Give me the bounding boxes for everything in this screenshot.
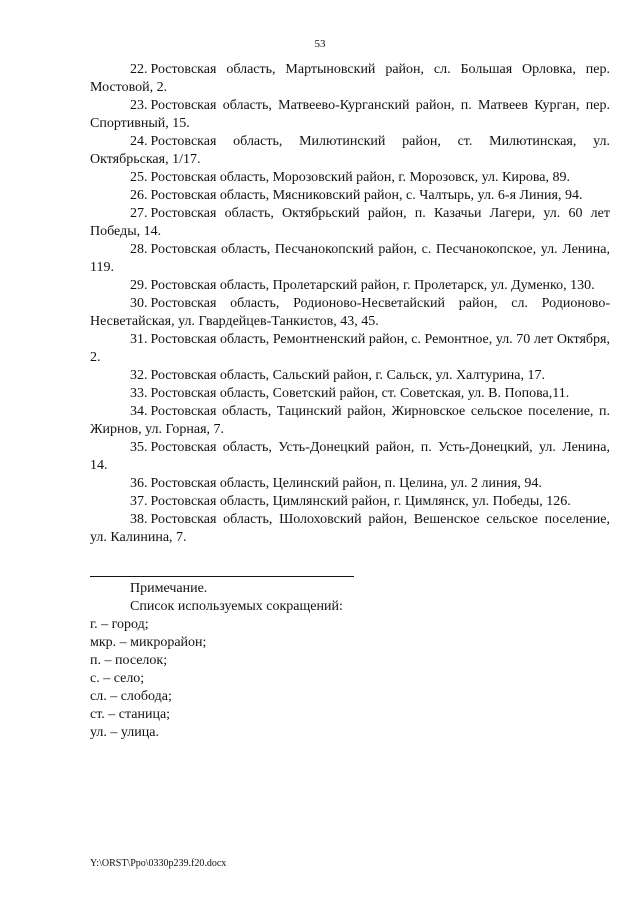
address-entry: [90, 331, 610, 367]
entry-text: Ростовская область, Морозовский район, г. Морозовск, ул. Кирова, 89.: [150, 170, 570, 185]
entry-number: 29.: [130, 278, 148, 293]
file-path-footer: Y:\ORST\Ppo\0330p239.f20.docx: [90, 858, 227, 869]
abbreviation-item: г. – город;: [90, 617, 149, 632]
entry-number: 33.: [130, 386, 148, 401]
entry-number: 28.: [130, 242, 148, 257]
abbreviation-item: сл. – слобода;: [90, 689, 172, 704]
entry-number: 26.: [130, 188, 148, 203]
abbreviation-item: ул. – улица.: [90, 725, 159, 740]
page-number: 53: [314, 38, 326, 50]
entry-text: Ростовская область, Цимлянский район, г. Цимлянск, ул. Победы, 126.: [150, 494, 571, 509]
address-entry: [90, 205, 610, 241]
entry-text: Ростовская область, Песчанокопский район, с. Песчанокопское, ул. Ленина, 119.: [90, 242, 610, 275]
address-entry: [90, 439, 610, 475]
address-entry: [90, 367, 610, 385]
entry-number: 22.: [130, 62, 148, 77]
entry-text: Ростовская область, Милютинский район, ст. Милютинская, ул. Октябрьская, 1/17.: [90, 134, 610, 167]
entry-text: Ростовская область, Мясниковский район, с. Чалтырь, ул. 6-я Линия, 94.: [150, 188, 583, 203]
entry-text: Ростовская область, Ремонтненский район, с. Ремонтное, ул. 70 лет Октября, 2.: [90, 332, 610, 365]
address-entry: [90, 475, 610, 493]
note-subtitle: Список используемых сокращений:: [130, 599, 343, 614]
entry-text: Ростовская область, Тацинский район, Жирновское сельское поселение, п. Жирнов, ул. Горная, 7.: [90, 404, 610, 437]
address-entry: [90, 493, 610, 511]
entry-number: 35.: [130, 440, 148, 455]
footnote-divider: [90, 576, 354, 577]
abbreviation-list: [90, 616, 390, 742]
address-entry: [90, 241, 610, 277]
entry-text: Ростовская область, Шолоховский район, Вешенское сельское поселение, ул. Калинина, 7.: [90, 512, 610, 545]
address-entry: [90, 277, 610, 295]
entry-text: Ростовская область, Октябрьский район, п. Казачьи Лагери, ул. 60 лет Победы, 14.: [90, 206, 610, 239]
entry-text: Ростовская область, Целинский район, п. Целина, ул. 2 линия, 94.: [150, 476, 542, 491]
entry-number: 34.: [130, 404, 148, 419]
note-title: Примечание.: [130, 581, 208, 596]
entry-text: Ростовская область, Сальский район, г. Сальск, ул. Халтурина, 17.: [150, 368, 546, 383]
abbreviation-item: ст. – станица;: [90, 707, 171, 722]
entry-text: Ростовская область, Пролетарский район, г. Пролетарск, ул. Думенко, 130.: [150, 278, 595, 293]
address-entry: [90, 169, 610, 187]
entry-number: 38.: [130, 512, 148, 527]
abbreviation-item: п. – поселок;: [90, 653, 168, 668]
abbreviation-item: с. – село;: [90, 671, 145, 686]
entry-number: 37.: [130, 494, 148, 509]
address-entry: [90, 295, 610, 331]
address-entry: [90, 385, 610, 403]
entry-number: 32.: [130, 368, 148, 383]
address-entry: [90, 187, 610, 205]
entry-text: Ростовская область, Усть-Донецкий район, п. Усть-Донецкий, ул. Ленина, 14.: [90, 440, 610, 473]
abbreviation-note: [90, 580, 390, 742]
entry-number: 27.: [130, 206, 148, 221]
entry-number: 30.: [130, 296, 148, 311]
entry-text: Ростовская область, Матвеево-Курганский район, п. Матвеев Курган, пер. Спортивный, 15.: [90, 98, 610, 131]
address-entry: [90, 61, 610, 97]
entry-text: Ростовская область, Советский район, ст. Советская, ул. В. Попова,11.: [150, 386, 570, 401]
entry-number: 25.: [130, 170, 148, 185]
address-entry: [90, 511, 610, 547]
entry-text: Ростовская область, Мартыновский район, сл. Большая Орловка, пер. Мостовой, 2.: [90, 62, 610, 95]
address-entry: [90, 403, 610, 439]
address-entry: [90, 97, 610, 133]
entry-text: Ростовская область, Родионово-Несветайский район, сл. Родионово-Несветайская, ул. Гвардейцев-Танкистов, 43, 45.: [90, 296, 610, 329]
entry-number: 31.: [130, 332, 148, 347]
address-entry: [90, 133, 610, 169]
entry-number: 24.: [130, 134, 148, 149]
entry-number: 36.: [130, 476, 148, 491]
address-list: [90, 61, 610, 547]
entry-number: 23.: [130, 98, 148, 113]
abbreviation-item: мкр. – микрорайон;: [90, 635, 207, 650]
